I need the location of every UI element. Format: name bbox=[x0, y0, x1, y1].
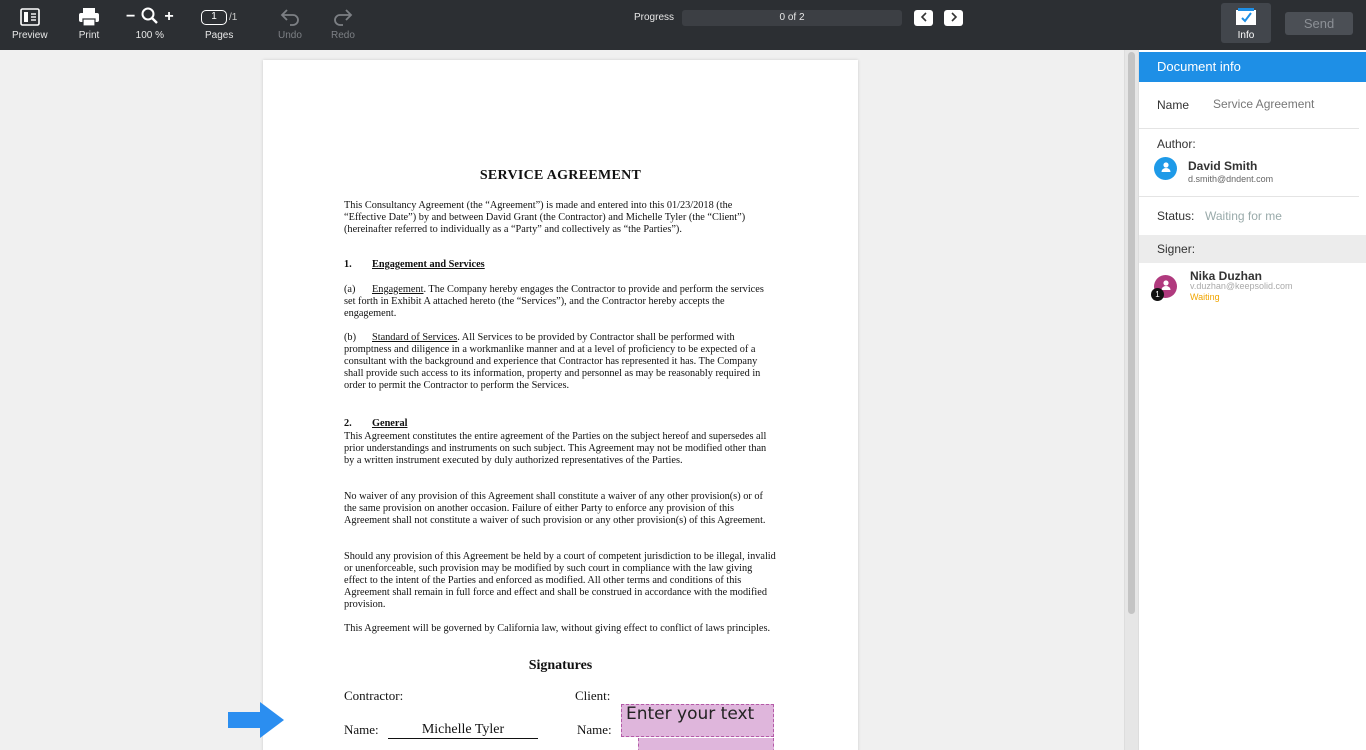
name-label-client: Name: bbox=[577, 722, 612, 737]
zoom-control bbox=[126, 6, 174, 41]
section-1b-term: Standard of Services bbox=[372, 332, 458, 343]
section-1a-mark: (a) bbox=[344, 284, 356, 295]
signer-section-header: Signer: bbox=[1139, 235, 1366, 263]
redo-icon bbox=[333, 6, 353, 28]
section-1a-paragraph bbox=[344, 284, 776, 320]
progress-bar: 0 of 2 bbox=[682, 10, 902, 26]
author-email: d.smith@dndent.com bbox=[1188, 174, 1274, 184]
redo-label: Redo bbox=[331, 30, 355, 41]
client-name-text-field[interactable]: Enter your text bbox=[621, 704, 774, 737]
next-field-button[interactable] bbox=[944, 10, 963, 26]
section-1b-text: . All Services to be provided by Contractor shall be performed with promptness and diligence in a workmanlike manner and at a level of proficiency to be expected of a consultant with the background and experience that Contractor has represented it has. The Company shall provide such access to its information, property and personnel as may be reasonably required in order to permit the Contractor to perform the Services. bbox=[344, 332, 761, 391]
panel-header: Document info bbox=[1139, 52, 1366, 82]
zoom-out-button[interactable]: − bbox=[126, 8, 136, 25]
client-label: Client: bbox=[575, 688, 611, 703]
divider bbox=[1139, 196, 1359, 197]
section-2-title: General bbox=[372, 418, 408, 429]
section-1a-text: . The Company hereby engages the Contractor to provide and perform the services set forth in Exhibit A attached hereto (the “Services”), and the Contractor hereby accepts the engagement. bbox=[344, 284, 764, 319]
section-2-paragraph-3: Should any provision of this Agreement be held by a court of competent jurisdiction to be illegal, invalid or unenforceable, such provision may be modified by such court in compliance with the law giving effect to the intent of the Parties and enforced as modified. All other terms and conditions of this Agreement shall remain in full force and effect and shall be construed in accordance with the modified provision. bbox=[344, 551, 776, 610]
undo-button[interactable] bbox=[278, 6, 302, 41]
preview-button[interactable] bbox=[12, 6, 48, 41]
status-label: Status: bbox=[1157, 209, 1195, 223]
print-button[interactable] bbox=[78, 6, 100, 41]
client-signature-field[interactable] bbox=[638, 738, 774, 750]
print-icon bbox=[78, 6, 100, 28]
print-label: Print bbox=[78, 30, 100, 41]
preview-label: Preview bbox=[12, 30, 48, 41]
section-2-paragraph-1: This Agreement constitutes the entire agreement of the Parties on the subject hereof and supersedes all prior understandings and instruments on such subject. This Agreement may not be modified other than by a written instrument executed by duly authorized representatives of the Parties. bbox=[344, 431, 767, 466]
section-1b-mark: (b) bbox=[344, 332, 357, 343]
chevron-left-icon bbox=[920, 9, 928, 27]
scrollbar-thumb[interactable] bbox=[1128, 52, 1135, 614]
scrollbar[interactable] bbox=[1124, 50, 1138, 750]
signer-email: v.duzhan@keepsolid.com bbox=[1190, 281, 1293, 291]
section-2-number: 2. bbox=[344, 418, 352, 429]
info-label: Info bbox=[1237, 30, 1255, 41]
document-title: SERVICE AGREEMENT bbox=[479, 168, 642, 183]
section-2-paragraph-2: No waiver of any provision of this Agreement shall constitute a waiver of any other provision(s) or of the same provision on another occasion. Failure of either Party to enforce any provision of this Agreement shall not constitute a waiver of such provision or any other provision(s) of this Agreement. bbox=[344, 491, 766, 526]
user-icon bbox=[1160, 160, 1172, 178]
contractor-name-value: Michelle Tyler bbox=[388, 722, 538, 739]
doc-name-value: Service Agreement bbox=[1213, 97, 1315, 111]
info-doc-icon bbox=[1235, 8, 1257, 29]
signer-status: Waiting bbox=[1190, 292, 1220, 302]
redo-button[interactable] bbox=[331, 6, 355, 41]
chevron-right-icon bbox=[950, 9, 958, 27]
contractor-label: Contractor: bbox=[344, 688, 404, 703]
author-name: David Smith bbox=[1188, 159, 1258, 173]
preview-icon bbox=[20, 6, 40, 28]
author-avatar bbox=[1154, 157, 1177, 180]
section-1a-term: Engagement bbox=[372, 284, 424, 295]
arrow-right-icon bbox=[226, 700, 286, 745]
zoom-in-button[interactable]: + bbox=[164, 8, 174, 25]
divider bbox=[1139, 128, 1359, 129]
section-1-title: Engagement and Services bbox=[372, 259, 485, 270]
toolbar bbox=[0, 0, 1366, 50]
section-2-paragraph-4: This Agreement will be governed by California law, without giving effect to conflict of laws principles. bbox=[344, 623, 771, 634]
prev-field-button[interactable] bbox=[914, 10, 933, 26]
section-1-number: 1. bbox=[344, 259, 352, 270]
undo-label: Undo bbox=[278, 30, 302, 41]
section-1b-paragraph bbox=[344, 332, 776, 392]
section-2-heading bbox=[344, 418, 407, 429]
zoom-icon[interactable] bbox=[141, 7, 158, 27]
undo-icon bbox=[280, 6, 300, 28]
pages-label: Pages bbox=[204, 30, 234, 41]
document-viewer[interactable] bbox=[0, 50, 1124, 750]
document-info-panel bbox=[1138, 50, 1366, 750]
page-number-input[interactable]: 1 bbox=[201, 10, 227, 25]
zoom-level: 100 % bbox=[135, 30, 165, 41]
signer-order-badge: 1 bbox=[1151, 288, 1164, 301]
send-button[interactable]: Send bbox=[1285, 12, 1353, 35]
info-button[interactable] bbox=[1221, 3, 1271, 43]
pages-control bbox=[201, 6, 237, 41]
status-value: Waiting for me bbox=[1205, 209, 1282, 223]
page-total: /1 bbox=[229, 11, 238, 23]
signatures-title: Signatures bbox=[528, 658, 593, 673]
signer-name: Nika Duzhan bbox=[1190, 269, 1263, 283]
section-1-heading bbox=[344, 259, 485, 270]
document-page bbox=[263, 60, 858, 750]
author-label: Author: bbox=[1157, 137, 1196, 151]
intro-paragraph: This Consultancy Agreement (the “Agreement”) is made and entered into this 01/23/2018 (the “Effective Date”) by and between David Grant (the Contractor) and Michelle Tyler (the “Client”) (hereinafter referred to individually as a “Party” and collectively as “the Parties”). bbox=[344, 200, 746, 235]
progress-label: Progress bbox=[634, 12, 675, 23]
name-label-contractor: Name: bbox=[344, 722, 379, 737]
doc-name-label: Name bbox=[1157, 98, 1190, 112]
